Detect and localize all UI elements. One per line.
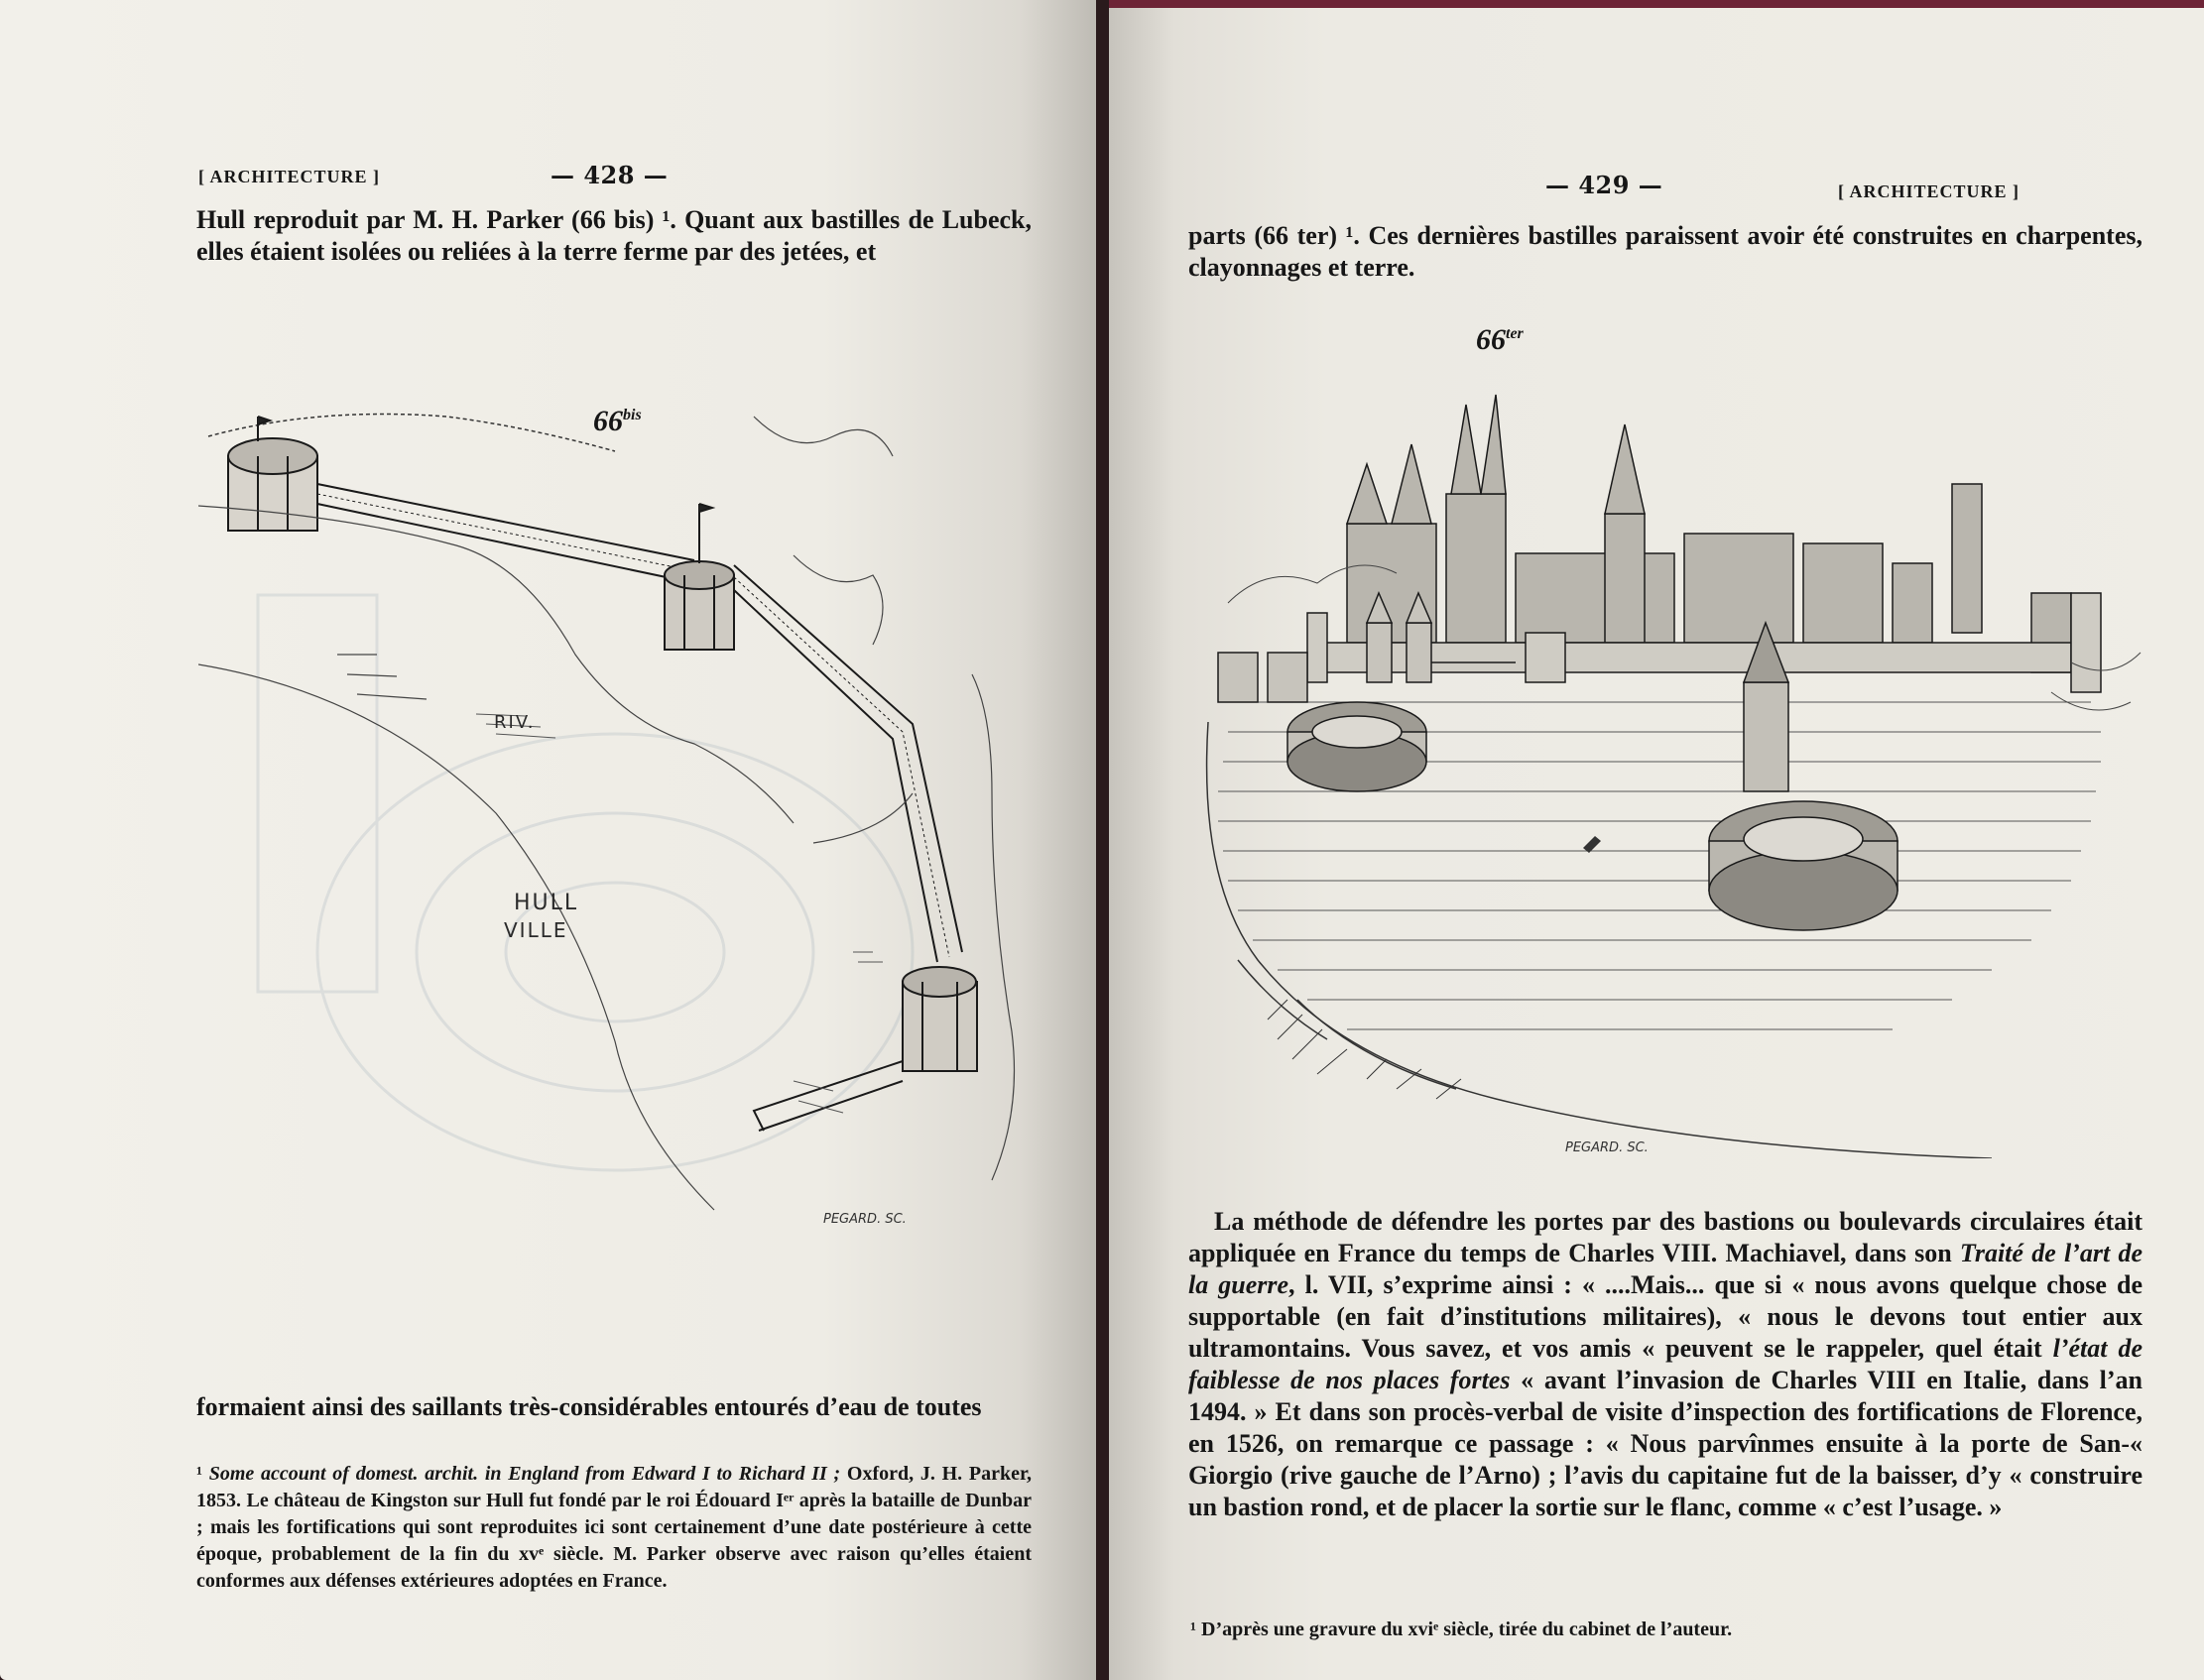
left-running-head (198, 164, 380, 188)
footnote-book-title: Some account of domest. archit. in England from Edward I to Richard II ; (208, 1463, 841, 1485)
right-page-number: — 429 — (1545, 171, 1663, 199)
river-label: RIV. (494, 712, 536, 733)
right-section-title: [ ARCHITECTURE ] (1838, 181, 2020, 201)
left-page-number: — 428 — (551, 161, 669, 189)
right-engraver-credit: PEGARD. SC. (1565, 1140, 1649, 1155)
left-page (0, 0, 1096, 1680)
right-paragraph-main: La méthode de défendre les portes par des bastions ou boulevards circulaires était appliquée en France du temps de Charles VIII. Machiavel, dans son Traité de l’art de la guerre, l. VII, s’exprime ainsi : « ....Mais... que si « nous avons quelque chose de supportable (en fait d’institutions militaires), « nous le devons tout entier aux ultramontains. Vous savez, et vos amis « peuvent se le rappeler, quel était l’état de faiblesse de nos places fortes « avant l’invasion de Charles VIII en Italie, dans l’an 1494. » Et dans son procès-verbal de visite d’inspection des fortifications de Florence, en 1526, on remarque ce passage : « Nous parvînmes ensuite à la porte de San-« Giorgio (rive gauche de l’Arno) ; l’avis du capitaine fut de la baisser, d’y « construire un bastion rond, et de placer la sortie sur le flanc, comme « c’est l’usage. » (1188, 1207, 2143, 1521)
figure-label-66-bis: $66^{bis}$ (593, 405, 642, 437)
town-label-hull: HULL (514, 891, 579, 915)
figure-label-66-ter: $66^{ter}$ (1476, 323, 1524, 356)
right-page (1109, 0, 2204, 1680)
right-paragraph-top: parts (66 ter) ¹. Ces dernières bastilles paraissent avoir été construites en charpentes, clayonnages et terre. (1188, 221, 2143, 282)
right-running-head (1838, 179, 2020, 203)
left-footnote: ¹ Some account of domest. archit. in England from Edward I to Richard II ; Oxford, J. H. Parker, 1853. Le château de Kingston sur Hull fut fondé par le roi Édouard Iᵉʳ après la bataille de Dunbar ; mais les fortifications qui sont reproduites ici sont certainement d’une date postérieure à cette époque, probablement de la fin du xvᵉ siècle. M. Parker observe avec raison qu’elles étaient conformes aux défenses extérieures adoptées en France. (196, 1463, 1032, 1592)
city-bastions-illustration (1198, 365, 2150, 1158)
left-paragraph-bottom: formaient ainsi des saillants très-considérables entourés d’eau de toutes (196, 1392, 982, 1421)
left-engraver-credit: PEGARD. SC. (823, 1212, 907, 1227)
right-footnote: ¹ D’après une gravure du xviᵉ siècle, tirée du cabinet de l’auteur. (1190, 1619, 1733, 1640)
town-label-ville: VILLE (504, 918, 568, 942)
left-section-title: [ ARCHITECTURE ] (198, 167, 381, 186)
machiavel-book-title: Traité de l’art de la guerre (1188, 1239, 2143, 1299)
hull-fortifications-illustration (198, 397, 1041, 1250)
quoted-italic-phrase: l’état de faiblesse de nos places fortes (1188, 1334, 2143, 1394)
left-paragraph-top: Hull reproduit par M. H. Parker (66 bis) ¹. Quant aux bastilles de Lubeck, elles étaient isolées ou reliées à la terre ferme par des jetées, et (196, 205, 1032, 266)
